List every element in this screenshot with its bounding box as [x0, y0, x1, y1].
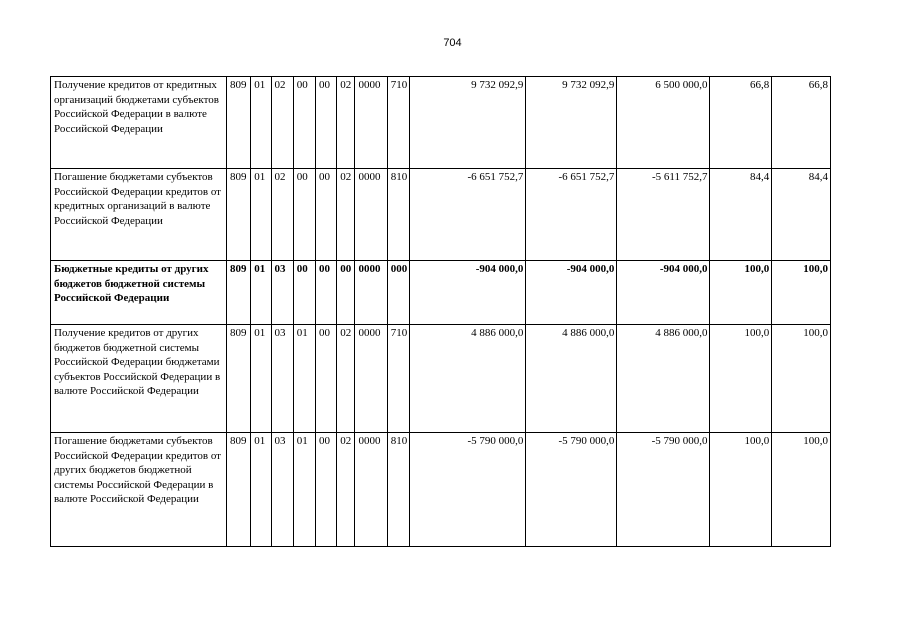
code-group: 01 [251, 261, 271, 325]
value-approved: 4 886 000,0 [410, 325, 526, 433]
code-subgroup: 03 [271, 433, 293, 547]
code-element: 00 [337, 261, 355, 325]
code-article: 01 [293, 433, 315, 547]
code-subgroup: 03 [271, 261, 293, 325]
code-program: 0000 [355, 261, 387, 325]
value-approved: -904 000,0 [410, 261, 526, 325]
code-program: 0000 [355, 169, 387, 261]
code-element: 02 [337, 169, 355, 261]
code-element: 02 [337, 433, 355, 547]
code-subarticle: 00 [316, 169, 337, 261]
code-subarticle: 00 [316, 433, 337, 547]
code-subgroup: 02 [271, 169, 293, 261]
code-subarticle: 00 [316, 325, 337, 433]
table-row-section [51, 261, 831, 325]
percent-approved: 100,0 [710, 433, 772, 547]
value-planned: 9 732 092,9 [526, 77, 617, 169]
code-article: 00 [293, 169, 315, 261]
value-approved: -5 790 000,0 [410, 433, 526, 547]
value-executed: 4 886 000,0 [617, 325, 710, 433]
value-planned: -6 651 752,7 [526, 169, 617, 261]
value-planned: -5 790 000,0 [526, 433, 617, 547]
code-subarticle: 00 [316, 77, 337, 169]
code-admin: 809 [227, 325, 251, 433]
code-group: 01 [251, 325, 271, 433]
code-article: 00 [293, 261, 315, 325]
budget-table [50, 76, 831, 547]
code-program: 0000 [355, 325, 387, 433]
code-classification: 000 [387, 261, 409, 325]
percent-planned: 84,4 [772, 169, 831, 261]
code-classification: 710 [387, 325, 409, 433]
percent-approved: 66,8 [710, 77, 772, 169]
code-element: 02 [337, 325, 355, 433]
code-element: 02 [337, 77, 355, 169]
page-number: 704 [443, 37, 462, 49]
code-group: 01 [251, 169, 271, 261]
code-group: 01 [251, 77, 271, 169]
code-admin: 809 [227, 169, 251, 261]
code-admin: 809 [227, 261, 251, 325]
code-program: 0000 [355, 77, 387, 169]
percent-approved: 100,0 [710, 261, 772, 325]
code-subgroup: 03 [271, 325, 293, 433]
table-row [51, 325, 831, 433]
value-executed: -5 611 752,7 [617, 169, 710, 261]
percent-planned: 100,0 [772, 261, 831, 325]
code-classification: 810 [387, 169, 409, 261]
code-classification: 710 [387, 77, 409, 169]
code-article: 00 [293, 77, 315, 169]
row-name: Получение кредитов от кредитных организаций бюджетами субъектов Российской Федерации в валюте Российской Федерации [51, 77, 227, 169]
value-planned: 4 886 000,0 [526, 325, 617, 433]
value-executed: -904 000,0 [617, 261, 710, 325]
table-row [51, 169, 831, 261]
value-approved: 9 732 092,9 [410, 77, 526, 169]
percent-planned: 66,8 [772, 77, 831, 169]
row-name: Получение кредитов от других бюджетов бюджетной системы Российской Федерации бюджетами субъектов Российской Федерации в валюте Российской Федерации [51, 325, 227, 433]
code-group: 01 [251, 433, 271, 547]
row-name: Погашение бюджетами субъектов Российской Федерации кредитов от других бюджетов бюджетной системы Российской Федерации в валюте Российской Федерации [51, 433, 227, 547]
value-executed: -5 790 000,0 [617, 433, 710, 547]
percent-approved: 100,0 [710, 325, 772, 433]
code-admin: 809 [227, 433, 251, 547]
value-executed: 6 500 000,0 [617, 77, 710, 169]
row-name: Бюджетные кредиты от других бюджетов бюджетной системы Российской Федерации [51, 261, 227, 325]
percent-approved: 84,4 [710, 169, 772, 261]
table-row [51, 77, 831, 169]
value-planned: -904 000,0 [526, 261, 617, 325]
percent-planned: 100,0 [772, 433, 831, 547]
code-subarticle: 00 [316, 261, 337, 325]
code-subgroup: 02 [271, 77, 293, 169]
value-approved: -6 651 752,7 [410, 169, 526, 261]
code-classification: 810 [387, 433, 409, 547]
row-name: Погашение бюджетами субъектов Российской Федерации кредитов от кредитных организаций в валюте Российской Федерации [51, 169, 227, 261]
code-program: 0000 [355, 433, 387, 547]
code-admin: 809 [227, 77, 251, 169]
percent-planned: 100,0 [772, 325, 831, 433]
code-article: 01 [293, 325, 315, 433]
table-row [51, 433, 831, 547]
